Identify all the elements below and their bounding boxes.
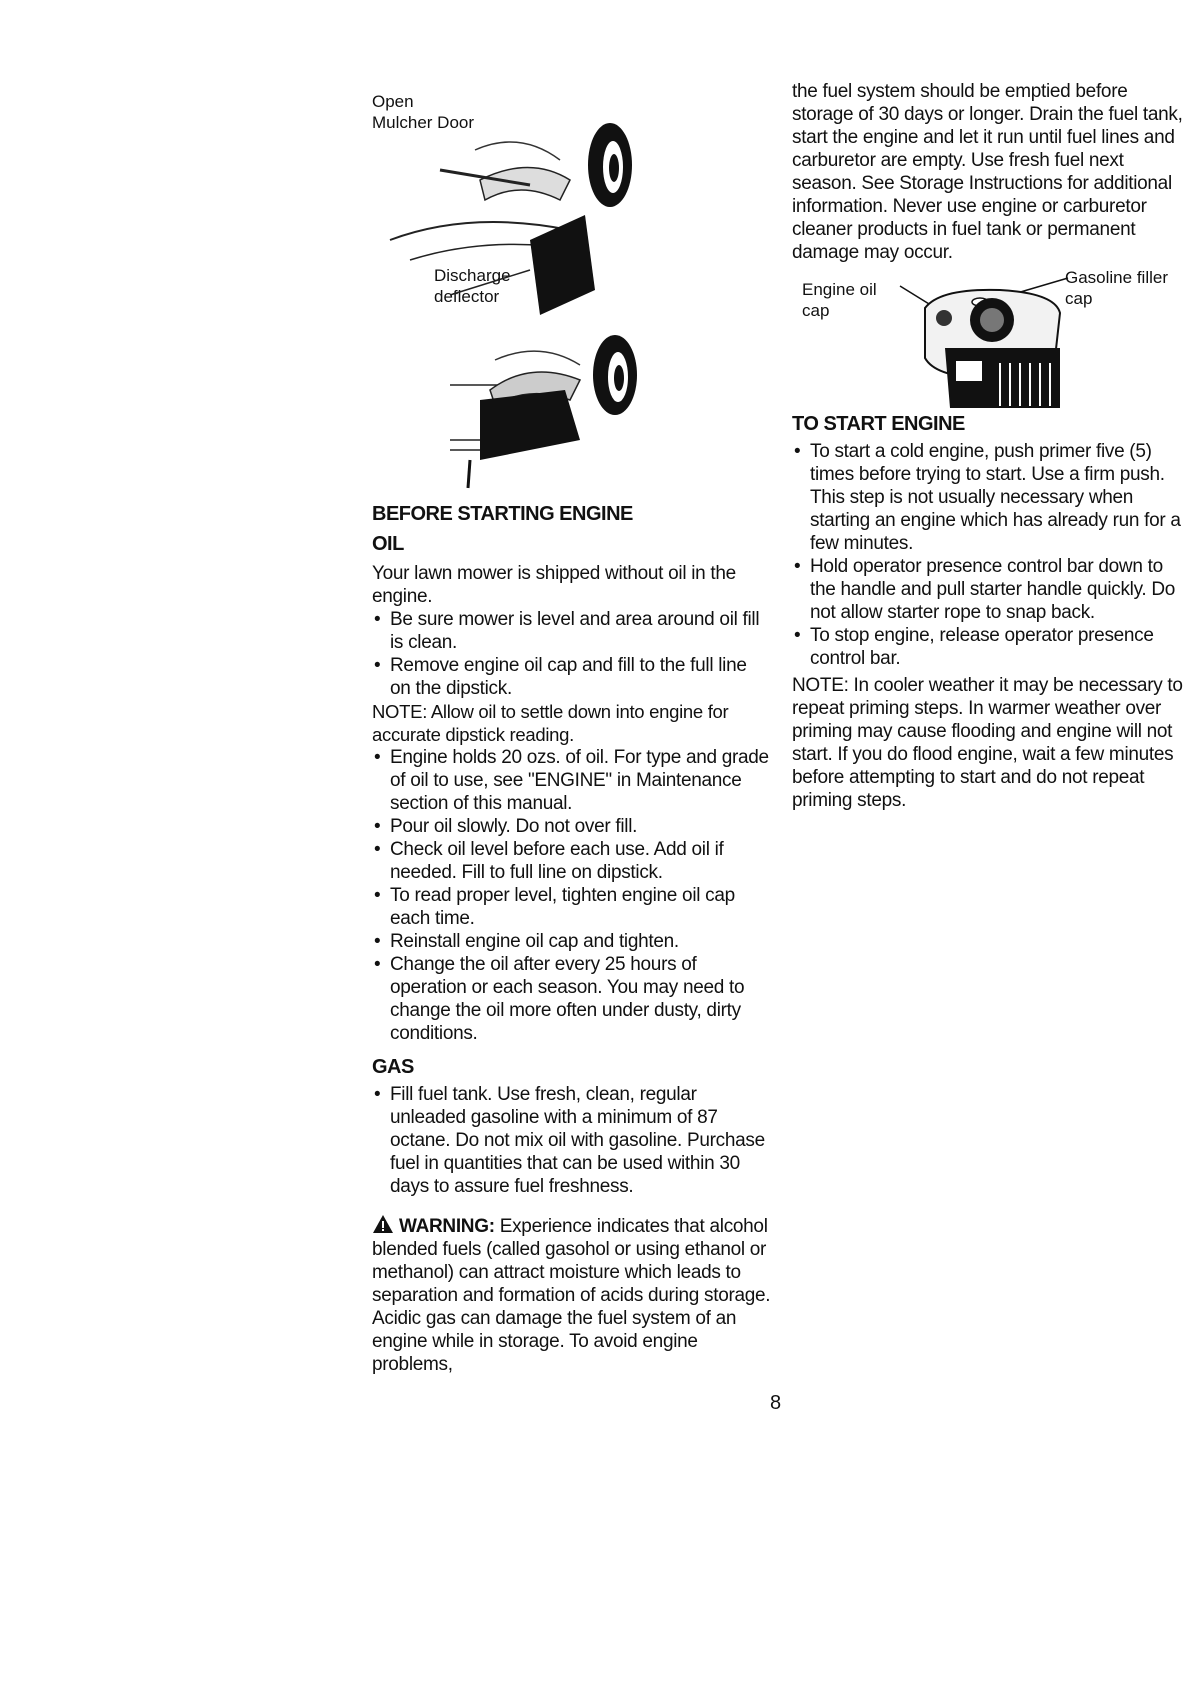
list-item: • Hold operator presence control bar down to the handle and pull starter handle quickly. Do not allow starter rope to snap back.	[792, 555, 1192, 624]
list-item: • Be sure mower is level and area around oil fill is clean.	[372, 608, 772, 654]
start-bullet-list	[792, 440, 1192, 670]
list-item: • Pour oil slowly. Do not over fill.	[372, 815, 772, 838]
fuel-continuation: the fuel system should be emptied before storage of 30 days or longer. Drain the fuel tank, start the engine and let it run until fuel lines and carburetor are empty. Use fresh fuel next season. See Storage Instructions for additional information. Never use engine or carburetor cleaner products in fuel tank or permanent damage may occur.	[792, 81, 1183, 263]
oil-title: OIL	[372, 533, 404, 555]
start-note: NOTE: In cooler weather it may be necessary to repeat priming steps. In warmer weather over priming may cause flooding and engine will not start. If you do flood engine, wait a few minutes before attempting to start and do not repeat priming steps.	[792, 675, 1183, 811]
oil-bullet-list-a	[372, 608, 772, 700]
warning-label: WARNING:	[398, 1216, 495, 1237]
right-column	[792, 80, 1192, 264]
page-number: 8	[770, 1392, 782, 1414]
list-item: • To start a cold engine, push primer five (5) times before trying to start. Use a firm push. This step is not usually necessary when starting an engine which has already run for a few minutes.	[792, 440, 1192, 555]
discharge-deflector-illustration	[440, 330, 670, 490]
oil-bullet-list-b	[372, 746, 772, 1045]
oil-intro: Your lawn mower is shipped without oil in the engine.	[372, 563, 736, 607]
gasoline-filler-label: Gasoline filler	[1065, 268, 1168, 287]
oil-note: NOTE: Allow oil to settle down into engine for accurate dipstick reading.	[372, 701, 729, 745]
start-engine-title: TO START ENGINE	[792, 413, 965, 435]
mulcher-door-open-illustration	[380, 120, 660, 320]
right-column-start	[792, 412, 1192, 812]
warning-paragraph	[372, 1214, 772, 1376]
deflector-label: deflector	[434, 287, 500, 306]
list-item: • Reinstall engine oil cap and tighten.	[372, 930, 772, 953]
engine-oil-cap-label: cap	[802, 301, 830, 320]
warning-triangle-icon	[372, 1214, 394, 1234]
list-item: • Change the oil after every 25 hours of operation or each season. You may need to change the oil more often under dusty, dirty conditions.	[372, 953, 772, 1045]
list-item: • To stop engine, release operator presence control bar.	[792, 624, 1192, 670]
open-label: Open	[372, 92, 414, 111]
engine-illustration	[880, 268, 1080, 416]
list-item: • Engine holds 20 ozs. of oil. For type and grade of oil to use, see "ENGINE" in Maintenance section of this manual.	[372, 746, 772, 815]
mulcher-door-label: Mulcher Door	[372, 113, 475, 132]
warning-text: Experience indicates that alcohol blended fuels (called gasohol or using ethanol or methanol) can attract moisture which leads to separation and formation of acids during storage. Acidic gas can damage the fuel system of an engine while in storage. To avoid engine problems,	[372, 1216, 771, 1375]
discharge-label: Discharge	[434, 266, 511, 285]
gasoline-cap-label: cap	[1065, 289, 1093, 308]
list-item: • Fill fuel tank. Use fresh, clean, regular unleaded gasoline with a minimum of 87 octane. Do not mix oil with gasoline. Purchase fuel in quantities that can be used within 30 days to assure fuel freshness.	[372, 1083, 772, 1198]
engine-oil-label: Engine oil	[802, 280, 877, 299]
gas-title: GAS	[372, 1056, 414, 1078]
list-item: • Check oil level before each use. Add oil if needed. Fill to full line on dipstick.	[372, 838, 772, 884]
gas-bullet-list	[372, 1083, 772, 1198]
list-item: • Remove engine oil cap and fill to the full line on the dipstick.	[372, 654, 772, 700]
list-item: • To read proper level, tighten engine oil cap each time.	[372, 884, 772, 930]
left-column	[372, 502, 772, 1376]
section-title: BEFORE STARTING ENGINE	[372, 503, 633, 525]
